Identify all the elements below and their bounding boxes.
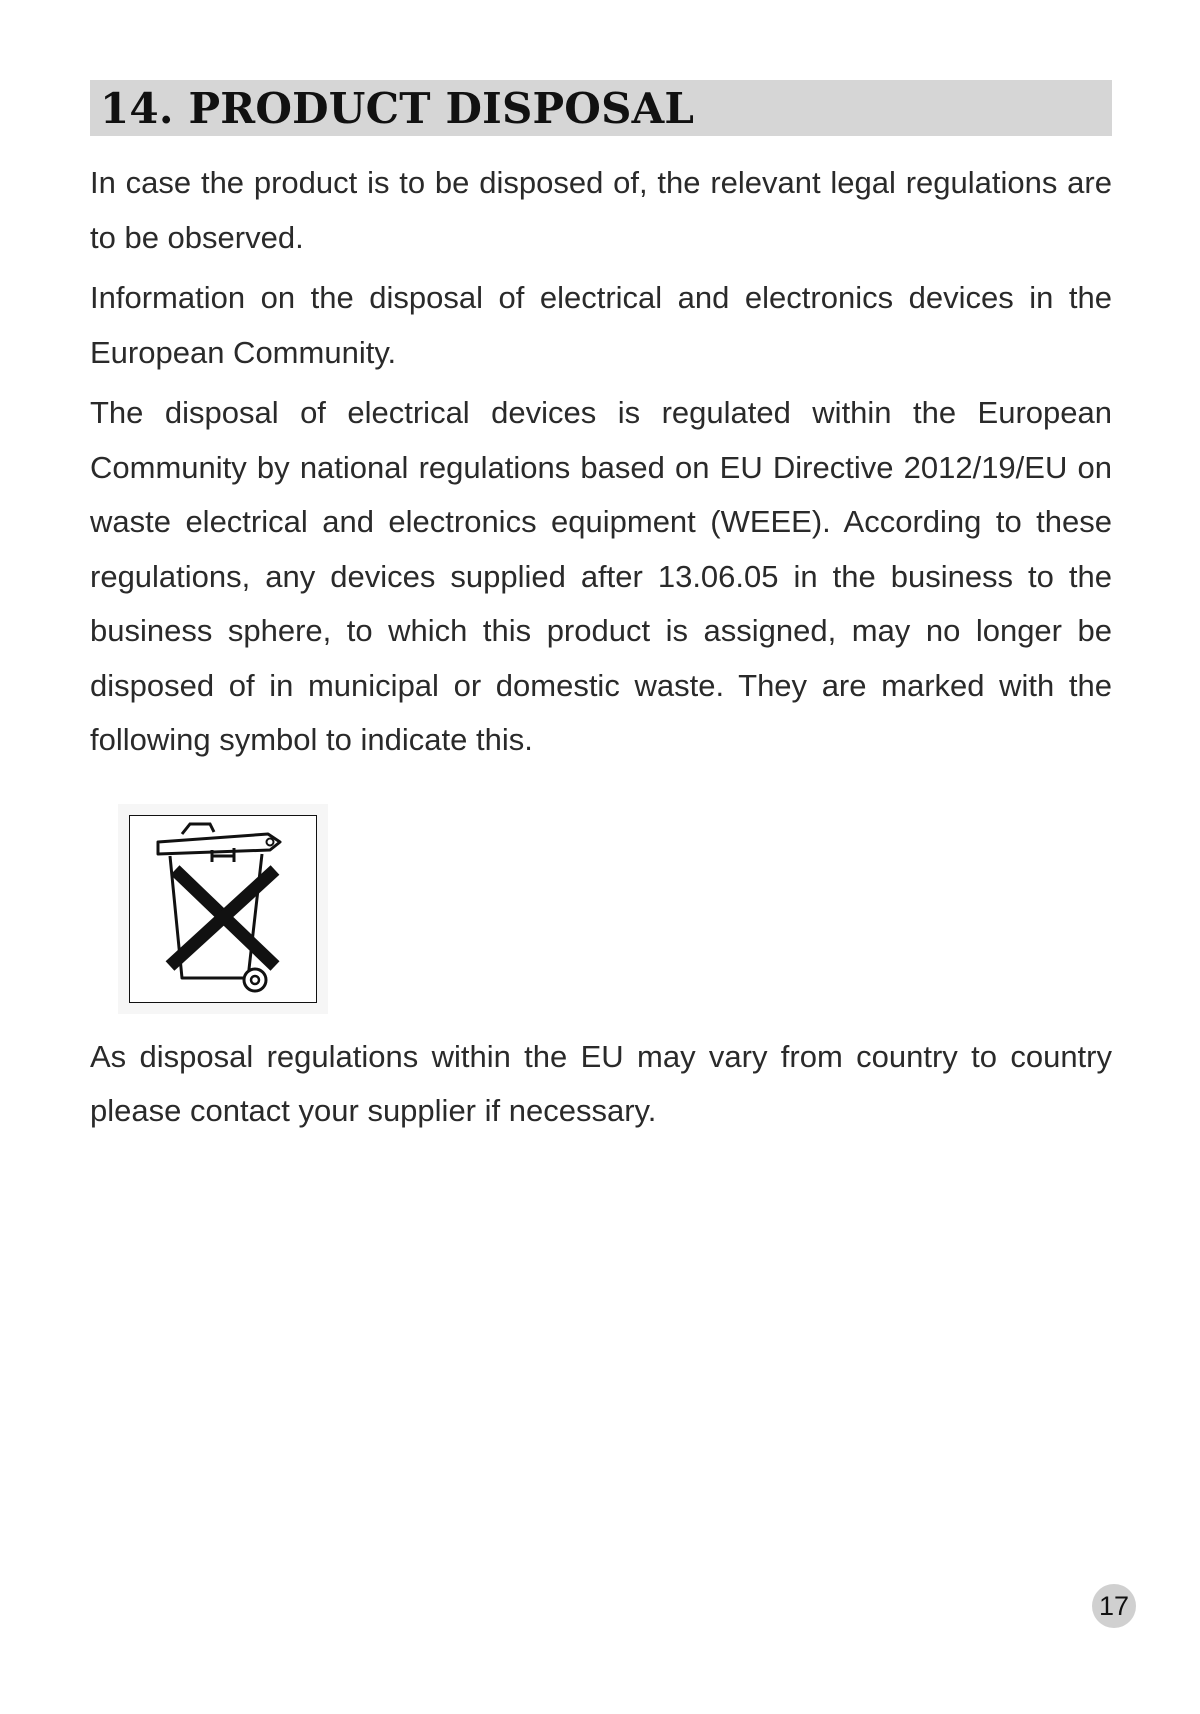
section-header — [90, 80, 1112, 136]
section-title: 14. PRODUCT DISPOSAL — [100, 83, 695, 133]
paragraph-contact-supplier: As disposal regulations within the EU may vary from country to country please contact your supplier if necessary. — [90, 1038, 1112, 1128]
paragraph-legal-regulations: In case the product is to be disposed of, the relevant legal regulations are to be observed. — [90, 165, 1112, 255]
page-number-badge: 17 — [1092, 1584, 1136, 1628]
weee-symbol-container — [118, 804, 328, 1014]
paragraph-eu-information: Information on the disposal of electrical and electronics devices in the European Community. — [90, 280, 1112, 370]
paragraph-weee-directive: The disposal of electrical devices is regulated within the European Community by national regulations based on EU Directive 2012/19/EU on waste electrical and electronics equipment (WEEE). According to these regulations, any devices supplied after 13.06.05 in the business to the business sphere, to which this product is assigned, may no longer be disposed of in municipal or domestic waste. They are marked with the following symbol to indicate this. — [90, 395, 1112, 757]
crossed-out-wheeled-bin-icon — [129, 815, 317, 1003]
document-page — [90, 80, 1112, 1139]
